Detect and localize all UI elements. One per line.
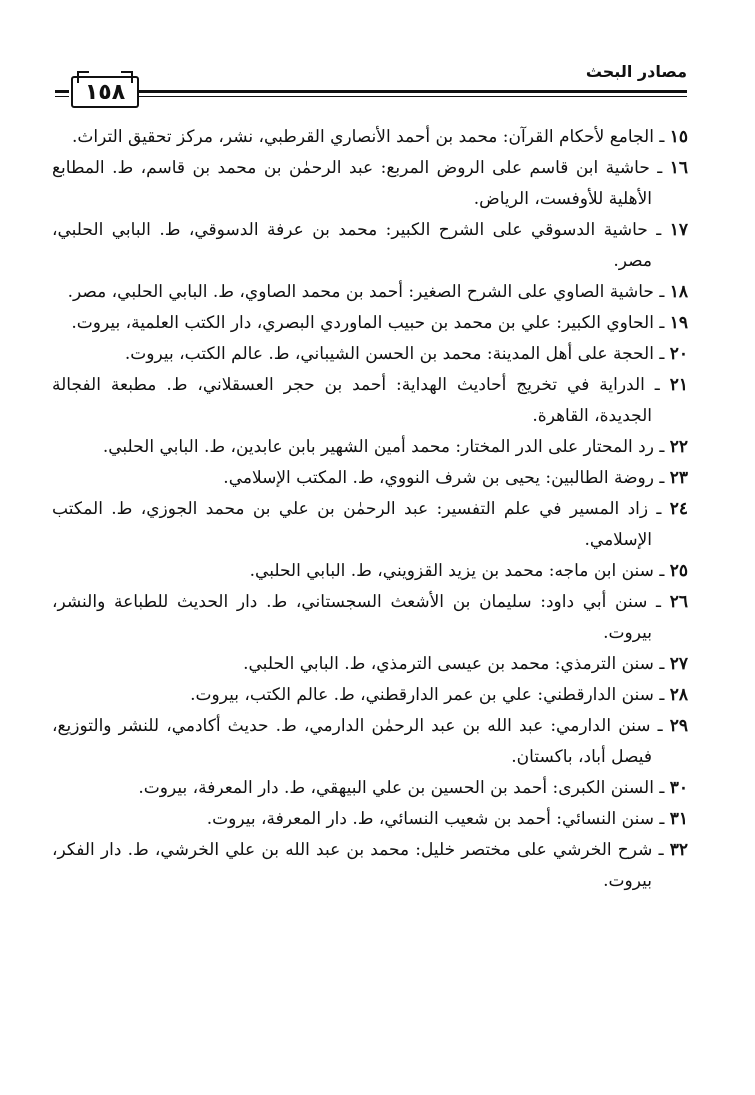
entry-number: ٣١ (669, 809, 688, 829)
entry-text: سنن ابن ماجه: محمد بن يزيد القزويني، ط. البابي الحلبي. (249, 561, 654, 581)
bibliography-entry (52, 277, 688, 308)
entry-number: ١٥ (669, 127, 688, 147)
entry-text: الحاوي الكبير: علي بن محمد بن حبيب الماوردي البصري، دار الكتب العلمية، بيروت. (71, 313, 654, 333)
entry-separator: ـ (653, 127, 670, 147)
entry-number: ٢٥ (669, 561, 688, 581)
entry-separator: ـ (644, 375, 670, 395)
bibliography-entry (52, 463, 688, 494)
page-number: ١٥٨ (71, 76, 139, 108)
entry-number: ٢٩ (669, 716, 688, 736)
entry-number: ٢٧ (669, 654, 688, 674)
bibliography-entry (52, 370, 688, 432)
bibliography-entry (52, 153, 688, 215)
bibliography-entry (52, 804, 688, 835)
entry-text: حاشية الصاوي على الشرح الصغير: أحمد بن محمد الصاوي، ط. البابي الحلبي، مصر. (67, 282, 654, 302)
entry-text: سنن الترمذي: محمد بن عيسى الترمذي، ط. البابي الحلبي. (243, 654, 654, 674)
entry-text: زاد المسير في علم التفسير: عبد الرحمٰن بن علي بن محمد الجوزي، ط. المكتب الإسلامي. (52, 499, 652, 550)
header-rule-left (55, 90, 69, 93)
entry-text: السنن الكبرى: أحمد بن الحسين بن علي البيهقي، ط. دار المعرفة، بيروت. (138, 778, 654, 798)
entry-separator: ـ (653, 344, 670, 364)
header-rule-thin (137, 96, 687, 97)
entry-text: سنن الدارقطني: علي بن عمر الدارقطني، ط. عالم الكتب، بيروت. (190, 685, 654, 705)
entry-number: ٣٢ (669, 840, 688, 860)
entry-separator: ـ (653, 282, 670, 302)
entry-separator: ـ (649, 158, 670, 178)
entry-separator: ـ (653, 561, 670, 581)
bibliography-entry (52, 432, 688, 463)
entry-text: الدراية في تخريج أحاديث الهداية: أحمد بن حجر العسقلاني، ط. مطبعة الفجالة الجديدة، القاهرة. (52, 375, 652, 426)
entry-number: ١٩ (669, 313, 688, 333)
bibliography-entry (52, 556, 688, 587)
entry-separator: ـ (653, 654, 670, 674)
bibliography-entry (52, 773, 688, 804)
bibliography-entry (52, 587, 688, 649)
entry-separator: ـ (653, 809, 670, 829)
header-rule-left-thin (55, 96, 69, 97)
running-title: مصادر البحث (585, 62, 687, 81)
entry-number: ٢٤ (669, 499, 688, 519)
entry-number: ١٦ (669, 158, 688, 178)
bibliography-entry (52, 649, 688, 680)
entry-separator: ـ (652, 840, 670, 860)
entry-number: ٢٨ (669, 685, 688, 705)
entry-separator: ـ (653, 468, 670, 488)
entry-separator: ـ (653, 313, 670, 333)
bibliography-entry (52, 494, 688, 556)
header-rule (137, 90, 687, 93)
entry-separator: ـ (647, 220, 670, 240)
entry-number: ٢٦ (669, 592, 688, 612)
entry-number: ١٨ (669, 282, 688, 302)
entry-text: سنن أبي داود: سليمان بن الأشعث السجستاني، ط. دار الحديث للطباعة والنشر، بيروت. (52, 592, 652, 643)
entry-text: سنن النسائي: أحمد بن شعيب النسائي، ط. دار المعرفة، بيروت. (206, 809, 654, 829)
entry-text: حاشية ابن قاسم على الروض المربع: عبد الرحمٰن بن محمد بن قاسم، ط. المطابع الأهلية للأوفست، الرياض. (52, 158, 652, 209)
bibliography-list (52, 122, 688, 897)
entry-text: حاشية الدسوقي على الشرح الكبير: محمد بن عرفة الدسوقي، ط. البابي الحلبي، مصر. (52, 220, 652, 271)
entry-separator: ـ (650, 716, 670, 736)
bibliography-entry (52, 835, 688, 897)
entry-separator: ـ (653, 685, 670, 705)
entry-text: شرح الخرشي على مختصر خليل: محمد بن عبد الله بن علي الخرشي، ط. دار الفكر، بيروت. (52, 840, 653, 891)
entry-number: ٣٠ (669, 778, 688, 798)
entry-number: ٢٢ (669, 437, 688, 457)
entry-number: ٢٠ (669, 344, 688, 364)
entry-separator: ـ (648, 499, 670, 519)
bibliography-entry (52, 308, 688, 339)
entry-text: الحجة على أهل المدينة: محمد بن الحسن الشيباني، ط. عالم الكتب، بيروت. (124, 344, 654, 364)
entry-text: سنن الدارمي: عبد الله بن عبد الرحمٰن الدارمي، ط. حديث أكادمي، للنشر والتوزيع، فيصل أباد، باكستان. (52, 716, 652, 767)
bibliography-entry (52, 122, 688, 153)
entry-number: ٢٣ (669, 468, 688, 488)
page-header (55, 62, 687, 112)
entry-separator: ـ (653, 778, 670, 798)
entry-text: الجامع لأحكام القرآن: محمد بن أحمد الأنصاري القرطبي، نشر، مركز تحقيق التراث. (72, 127, 654, 147)
entry-text: روضة الطالبين: يحيى بن شرف النووي، ط. المكتب الإسلامي. (223, 468, 654, 488)
entry-text: رد المحتار على الدر المختار: محمد أمين الشهير بابن عابدين، ط. البابي الحلبي. (102, 437, 654, 457)
entry-number: ٢١ (669, 375, 688, 395)
bibliography-entry (52, 339, 688, 370)
entry-separator: ـ (647, 592, 670, 612)
entry-number: ١٧ (669, 220, 688, 240)
bibliography-entry (52, 711, 688, 773)
bibliography-entry (52, 215, 688, 277)
bibliography-entry (52, 680, 688, 711)
entry-separator: ـ (653, 437, 670, 457)
